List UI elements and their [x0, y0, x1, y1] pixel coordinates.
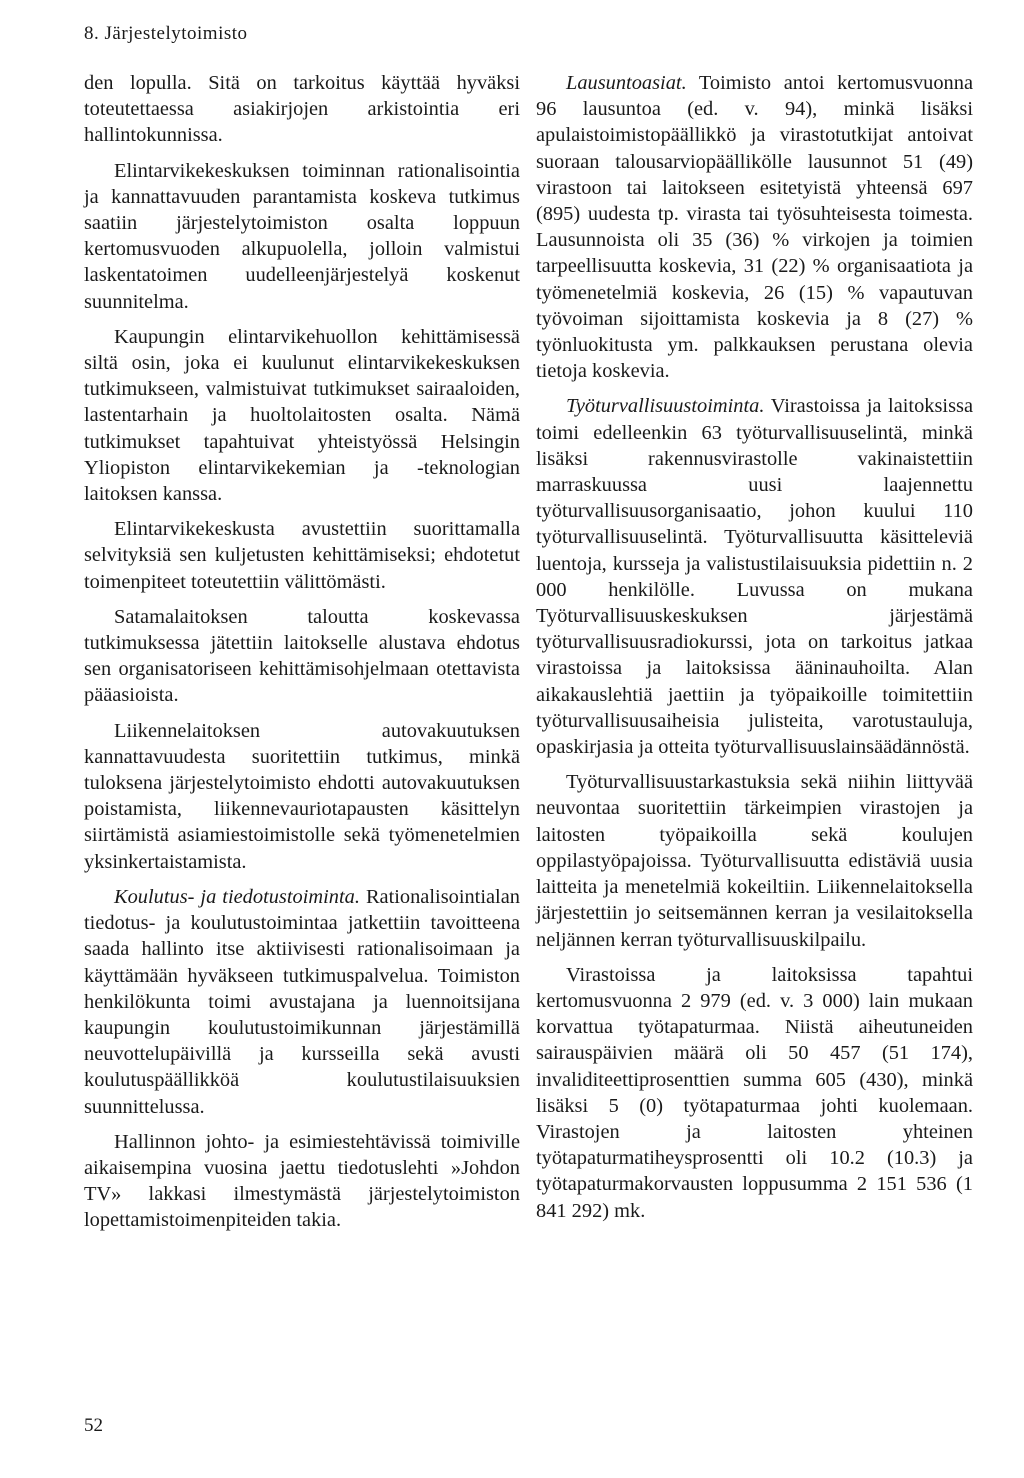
left-column — [84, 70, 520, 1243]
running-head: 8. Järjestelytoimisto — [84, 23, 248, 44]
paragraph: Liikennelaitoksen autovakuutuksen kannattavuudesta suoritettiin tutkimus, minkä tuloksena järjestelytoimisto ehdotti autovakuutuksen poistamista, liikennevauriotapausten käsittelyn siirtämistä asiamiestoimistolle sekä työmenetelmien yksinkertaistamista. — [84, 719, 520, 873]
section-text: Toimisto antoi kertomusvuonna 96 lausuntoa (ed. v. 94), minkä lisäksi apulaistoimistopäällikkö ja virastotutkijat antoivat suoraan talousarviopäällikölle lausunnot 51 (49) virastoon tai laitokseen esitetyistä yhteensä 697 (895) uudesta tp. virasta tai työsuhteisesta toimesta. Lausunnoista oli 35 (36) % virkojen ja toimien tarpeellisuutta koskevia, 31 (22) % organisaatiota ja työmenetelmiä koskevia, 26 (15) % vapautuvan työvoiman sijoittamista koskevia ja 8 (27) % työnluokitusta ym. palkkauksen perustana olevia tietoja koskevia. — [536, 72, 973, 383]
paragraph: Työturvallisuustarkastuksia sekä niihin liittyvää neuvontaa suoritettiin tärkeimpien virastojen ja laitosten työpaikoilla sekä koulujen oppilastyöpajoissa. Työturvallisuutta edistäviä uusia laitteita ja menetelmiä kokeiltiin. Liikennelaitoksella järjestettiin jo seitsemännen kerran ja vesilaitoksella neljännen kerran työturvallisuuskilpailu. — [536, 771, 973, 951]
section-text: Rationalisointialan tiedotus- ja koulutustoimintaa jatkettiin tavoitteena saada hallinto itse aktiivisesti rationalisoimaan ja käyttämään hyväkseen tutkimuspalvelua. Toimiston henkilökunta toimi avustajana ja luennoitsijana kaupungin koulutustoimikunnan järjestämillä neuvottelupäivillä ja kursseilla sekä avusti koulutuspäällikköä koulutustilaisuuksien suunnittelussa. — [84, 885, 520, 1118]
right-column — [536, 70, 973, 1233]
paragraph: den lopulla. Sitä on tarkoitus käyttää hyväksi toteutettaessa asiakirjojen arkistointia eri hallintokunnissa. — [84, 72, 520, 147]
paragraph: Elintarvikekeskusta avustettiin suorittamalla selvityksiä sen kuljetusten kehittämiseksi; ehdotetut toimenpiteet toteutettiin välittömästi. — [84, 518, 520, 593]
section-paragraph — [84, 884, 520, 1120]
section-text: Virastoissa ja laitoksissa toimi edelleenkin 63 työturvallisuuselintä, minkä lisäksi rakennusvirastolle vakinaistettiin marraskuussa uusi laajennettu työturvallisuusorganisaatio, johon kuului 110 työturvallisuuselintä. Työturvallisuutta käsitteleviä luentoja, kursseja ja valistustilaisuuksia pidettiin n. 2 000 henkilölle. Luvussa on mukana Työturvallisuuskeskuksen järjestämä työturvallisuusradiokurssi, jota on tarkoitus jatkaa virastoissa ja laitoksissa ääninauhoilta. Alan aikakauslehtiä jaettiin ja työpaikoille toimitettiin työturvallisuusaiheisia julisteita, varotustauluja, opaskirjasia ja otteita työturvallisuuslainsäädännöstä. — [536, 395, 973, 759]
paragraph: Hallinnon johto- ja esimiestehtävissä toimiville aikaisempina vuosina jaettu tiedotuslehti »Johdon TV» lakkasi ilmestymästä järjestelytoimiston lopettamistoimenpiteiden takia. — [84, 1130, 520, 1232]
page-number: 52 — [84, 1415, 103, 1436]
section-heading: Lausuntoasiat. — [566, 72, 687, 94]
paragraph: Virastoissa ja laitoksissa tapahtui kertomusvuonna 2 979 (ed. v. 3 000) lain mukaan korvattua työtapaturmaa. Niistä aiheutuneiden sairauspäivien määrä oli 50 457 (51 174), invaliditeettiprosenttien summa 605 (430), minkä lisäksi 5 (0) työtapaturmaa johti kuolemaan. Virastojen ja laitosten yhteinen työtapaturmatiheysprosentti oli 10.2 (10.3) ja työtapaturmakorvausten loppusumma 2 151 536 (1 841 292) mk. — [536, 963, 973, 1222]
section-paragraph — [536, 70, 973, 384]
paragraph: Elintarvikekeskuksen toiminnan rationalisointia ja kannattavuuden parantamista koskeva tutkimus saatiin järjestelytoimiston osalta loppuun kertomusvuoden alkupuolella, jolloin valmistui laskentatoimen uudelleenjärjestelyä koskenut suunnitelma. — [84, 159, 520, 313]
section-heading: Koulutus- ja tiedotustoiminta. — [114, 885, 360, 908]
section-paragraph — [536, 393, 973, 760]
section-heading: Työturvallisuustoiminta. — [566, 395, 765, 418]
paragraph: Satamalaitoksen taloutta koskevassa tutkimuksessa jätettiin laitokselle alustava ehdotus sen organisatoriseen kehittämisohjelmaan otettavista pääasioista. — [84, 605, 520, 707]
paragraph: Kaupungin elintarvikehuollon kehittämisessä siltä osin, joka ei kuulunut elintarvikekeskuksen tutkimukseen, valmistuivat tutkimukset sairaaloiden, lastentarhain ja huoltolaitosten osalta. Nämä tutkimukset tapahtuivat yhteistyössä Helsingin Yliopiston elintarvikekemian ja -teknologian laitoksen kanssa. — [84, 325, 520, 506]
